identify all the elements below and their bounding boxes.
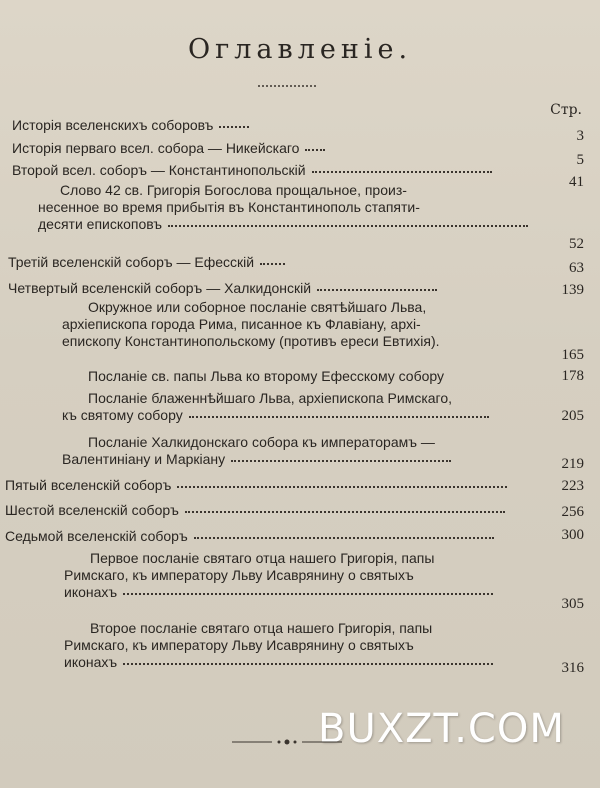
toc-entry-text: Второе посланіе святаго отца нашего Григорія, папы	[90, 620, 433, 636]
toc-entry-text: архіепископа города Рима, писанное къ Флавіану, архі-	[62, 316, 421, 332]
toc-entry	[62, 434, 451, 468]
toc-entry-text: Седьмой вселенскій соборъ	[5, 528, 188, 544]
dot-leader	[185, 509, 505, 513]
toc-entry	[62, 299, 440, 350]
toc-entry	[12, 140, 325, 157]
toc-entry-text: Римскаго, къ императору Льву Исаврянину о святыхъ	[64, 637, 414, 653]
dot-leader	[312, 169, 492, 173]
toc-page-number: 256	[561, 504, 584, 520]
toc-entry	[64, 620, 493, 671]
toc-entry-text: Шестой вселенскій соборъ	[5, 502, 179, 518]
toc-entry-text: иконахъ	[64, 654, 118, 670]
dot-leader	[123, 591, 493, 595]
toc-entry	[62, 390, 489, 424]
toc-page-number: 139	[561, 282, 584, 298]
toc-page-number: 52	[569, 236, 584, 252]
toc-page-number: 305	[561, 596, 584, 612]
dot-leader	[168, 223, 528, 227]
toc-entry-text: Исторія вселенскихъ соборовъ	[12, 117, 214, 133]
toc-entry	[12, 117, 249, 134]
toc-entry-text: несенное во время прибытія въ Константинополь стапяти-	[38, 199, 420, 215]
bottom-ornament	[232, 738, 342, 746]
toc-entry	[38, 182, 528, 233]
dot-leader	[317, 287, 437, 291]
toc-entry	[5, 502, 505, 519]
toc-entry-text: Первое посланіе святаго отца нашего Григорія, папы	[90, 550, 435, 566]
toc-entry-text: Посланіе св. папы Льва ко второму Ефесскому собору	[88, 368, 445, 384]
toc-entry-text: Валентиніану и Маркіану	[62, 451, 226, 467]
toc-page-number: 3	[576, 128, 584, 144]
page-column-label: Стр.	[550, 102, 582, 118]
dot-leader	[219, 124, 249, 128]
toc-page-number: 5	[576, 152, 584, 168]
toc-entry-text: Третій вселенскій соборъ — Ефесскій	[8, 254, 255, 270]
watermark: BUXZT.COM	[318, 706, 565, 752]
toc-entry-text: иконахъ	[64, 584, 118, 600]
toc-page-number: 178	[561, 368, 584, 384]
dot-leader	[231, 458, 451, 462]
toc-entry-text: Слово 42 св. Григорія Богослова прощальное, произ-	[60, 182, 407, 198]
toc-entry-text: Окружное или соборное посланіе святѣйшаго Льва,	[88, 299, 427, 315]
toc-entry	[88, 368, 444, 385]
toc-entry	[8, 254, 285, 271]
page-title: Оглавленіе.	[187, 34, 413, 65]
toc-page-number: 300	[561, 527, 584, 543]
toc-entry	[5, 528, 494, 545]
toc-page-number: 316	[561, 660, 584, 676]
toc-entry	[64, 550, 493, 601]
toc-entry-text: десяти епископовъ	[38, 216, 163, 232]
toc-entry-text: Второй всел. соборъ — Константинопольскій	[12, 162, 306, 178]
toc-entry-text: къ святому собору	[62, 407, 183, 423]
dot-leader	[260, 261, 285, 265]
toc-page-number: 63	[569, 260, 584, 276]
toc-entry-text: Посланіе Халкидонскаго собора къ императорамъ —	[88, 434, 435, 450]
toc-page-number: 219	[561, 456, 584, 472]
toc-entry	[5, 477, 507, 494]
toc-page-number: 165	[561, 347, 584, 363]
dot-leader	[123, 661, 493, 665]
toc-page-number: 205	[561, 408, 584, 424]
dot-leader	[177, 484, 507, 488]
toc-entry	[12, 162, 492, 179]
toc-entry-text: Римскаго, къ императору Льву Исаврянину о святыхъ	[64, 567, 414, 583]
toc-entry-text: Пятый вселенскій соборъ	[5, 477, 172, 493]
toc-entry-text: Исторія перваго всел. собора — Никейскаго	[12, 140, 300, 156]
toc-entry	[8, 280, 437, 297]
toc-entry-text: Четвертый вселенскій соборъ — Халкидонскій	[8, 280, 312, 296]
title-ornament	[258, 84, 318, 88]
dot-leader	[305, 147, 325, 151]
toc-page-number: 41	[569, 174, 584, 190]
toc-entry-text: Посланіе блаженнѣйшаго Льва, архіепископа Римскаго,	[88, 390, 453, 406]
toc-page-number: 223	[561, 478, 584, 494]
dot-leader	[194, 535, 494, 539]
dot-leader	[189, 414, 489, 418]
toc-entry-text: епископу Константинопольскому (противъ ереси Евтихія).	[62, 333, 440, 349]
